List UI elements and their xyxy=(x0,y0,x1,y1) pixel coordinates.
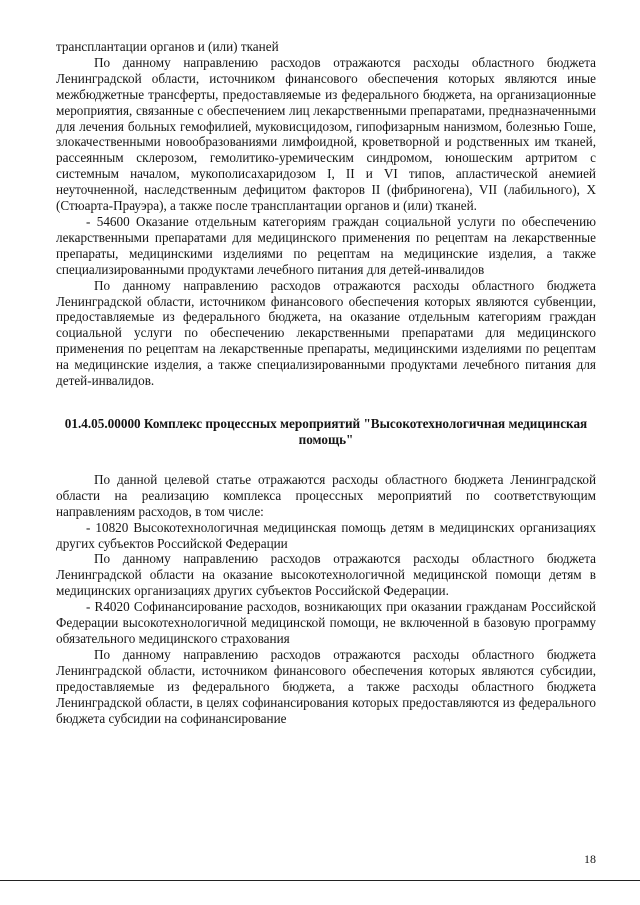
paragraph-expense-code: - 10820 Высокотехнологичная медицинская помощь детям в медицинских организациях других субъектов Российской Федерации xyxy=(56,519,596,551)
bottom-rule xyxy=(0,880,640,881)
paragraph-expense-code: - R4020 Софинансирование расходов, возникающих при оказании гражданам Российской Федерации высокотехнологичной медицинской помощи, не включенной в базовую программу обязательного медицинского страхования xyxy=(56,599,596,646)
paragraph-expense-code: - 54600 Оказание отдельным категориям граждан социальной услуги по обеспечению лекарственными препаратами для медицинского применения по рецептам на лекарственные препараты, медицинскими изделиями по рецептам на медицинские изделия, а также специализированными продуктами лечебного питания для детей-инвалидов xyxy=(56,213,596,277)
paragraph: По данному направлению расходов отражаются расходы областного бюджета Ленинградской области, источником финансового обеспечения которых являются иные межбюджетные трансферты, предоставляемые из федерального бюджета, на организационные мероприятия, связанные с обеспечением лиц лекарственными препаратами, предназначенными для лечения больных гемофилией, муковисцидозом, гипофизарным нанизмом, болезнью Гоше, злокачественными новообразованиями лимфоидной, кроветворной и родственных им тканей, рассеянным склерозом, гемолитико-уремическим синдромом, юношеским артритом с системным началом, мукополисахаридозом I, II и VI типов, апластической анемией неуточненной, наследственным дефицитом факторов II (фибриногена), VII (лабильного), X (Стюарта-Прауэра), а также после трансплантации органов и (или) тканей. xyxy=(56,54,596,214)
page-number: 18 xyxy=(584,852,596,866)
paragraph-continuation: трансплантации органов и (или) тканей xyxy=(56,39,279,54)
paragraph: По данному направлению расходов отражаются расходы областного бюджета Ленинградской области, источником финансового обеспечения которых являются субсидии, предоставляемые из федерального бюджета, а также расходы областного бюджета Ленинградской области, в целях софинансирования которых предоставляются из федерального бюджета субсидии на софинансирование xyxy=(56,646,596,726)
paragraph: По данной целевой статье отражаются расходы областного бюджета Ленинградской области на реализацию комплекса процессных мероприятий по соответствующим направлениям расходов, в том числе: xyxy=(56,471,596,519)
section-heading: 01.4.05.00000 Комплекс процессных мероприятий "Высокотехнологичная медицинская помощь" xyxy=(64,415,588,447)
paragraph: По данному направлению расходов отражаются расходы областного бюджета Ленинградской области, источником финансового обеспечения которых являются субвенции, предоставляемые из федерального бюджета, на оказание отдельным категориям граждан социальной услуги по обеспечению лекарственными препаратами для медицинского применения по рецептам на лекарственные препараты, медицинскими изделиями по рецептам на медицинские изделия, а также специализированными продуктами лечебного питания для детей-инвалидов. xyxy=(56,277,596,389)
paragraph: По данному направлению расходов отражаются расходы областного бюджета Ленинградской области на оказание высокотехнологичной медицинской помощи детям в медицинских организациях других субъектов Российской Федерации. xyxy=(56,551,596,599)
